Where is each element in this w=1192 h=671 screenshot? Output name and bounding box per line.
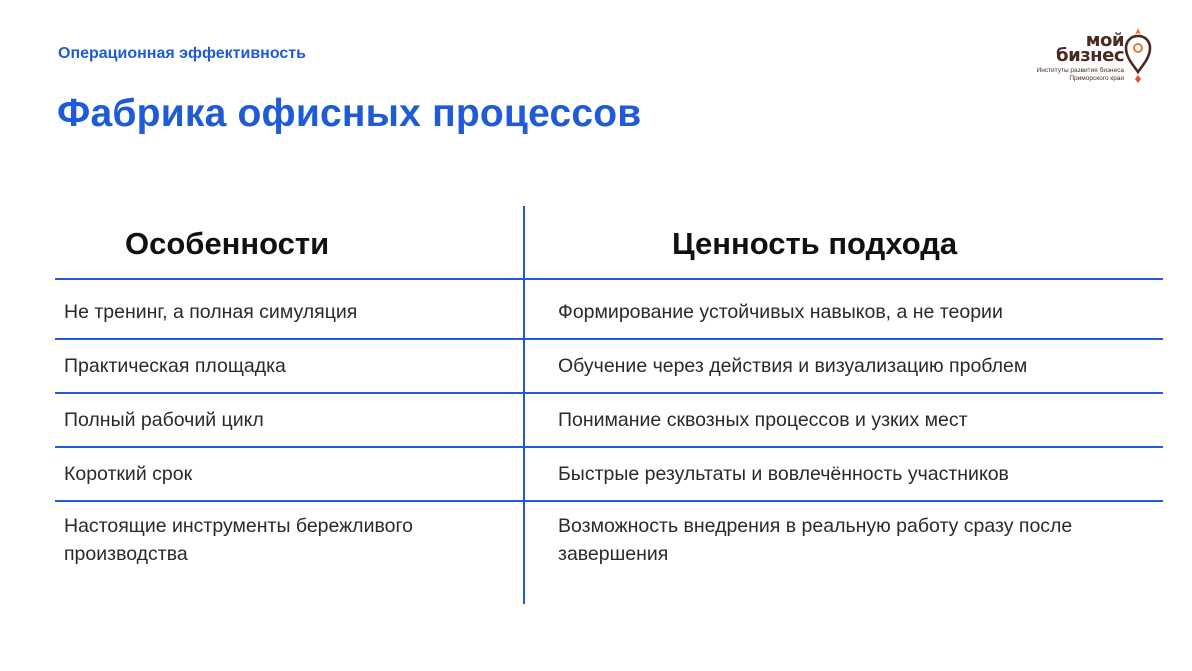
value-cell-5: Возможность внедрения в реальную работу сразу после завершения: [558, 515, 1073, 565]
value-cell-1: Формирование устойчивых навыков, а не теории: [558, 301, 1003, 323]
row-divider: [55, 338, 1163, 340]
logo-word-moy: мой: [1085, 30, 1124, 51]
header-value: Ценность подхода: [672, 226, 958, 261]
moy-biznes-logo: [1030, 26, 1170, 86]
row-divider: [55, 500, 1163, 502]
feature-cell-2: Практическая площадка: [64, 355, 286, 377]
logo-subtitle-line2: Приморского края: [1069, 75, 1124, 82]
value-cell-2: Обучение через действия и визуализацию проблем: [558, 355, 1028, 377]
section-kicker: Операционная эффективность: [58, 45, 306, 62]
column-divider: [523, 206, 525, 604]
row-divider: [55, 392, 1163, 394]
row-divider: [55, 446, 1163, 448]
page-title: Фабрика офисных процессов: [57, 92, 642, 135]
feature-cell-4: Короткий срок: [64, 463, 193, 485]
logo-pin-icon: [1124, 26, 1152, 84]
value-cell-3: Понимание сквозных процессов и узких мест: [558, 409, 968, 431]
header-features: Особенности: [125, 226, 330, 261]
row-divider: [55, 278, 1163, 280]
logo-subtitle-line1: Институты развития бизнеса: [1036, 67, 1124, 74]
features-table: [55, 206, 1163, 604]
feature-cell-1: Не тренинг, а полная симуляция: [64, 301, 358, 323]
value-cell-4: Быстрые результаты и вовлечённость участников: [558, 463, 1009, 485]
feature-cell-3: Полный рабочий цикл: [64, 409, 264, 431]
feature-cell-5: Настоящие инструменты бережливого производства: [64, 515, 413, 565]
logo-word-biznes: бизнес: [1056, 45, 1124, 66]
